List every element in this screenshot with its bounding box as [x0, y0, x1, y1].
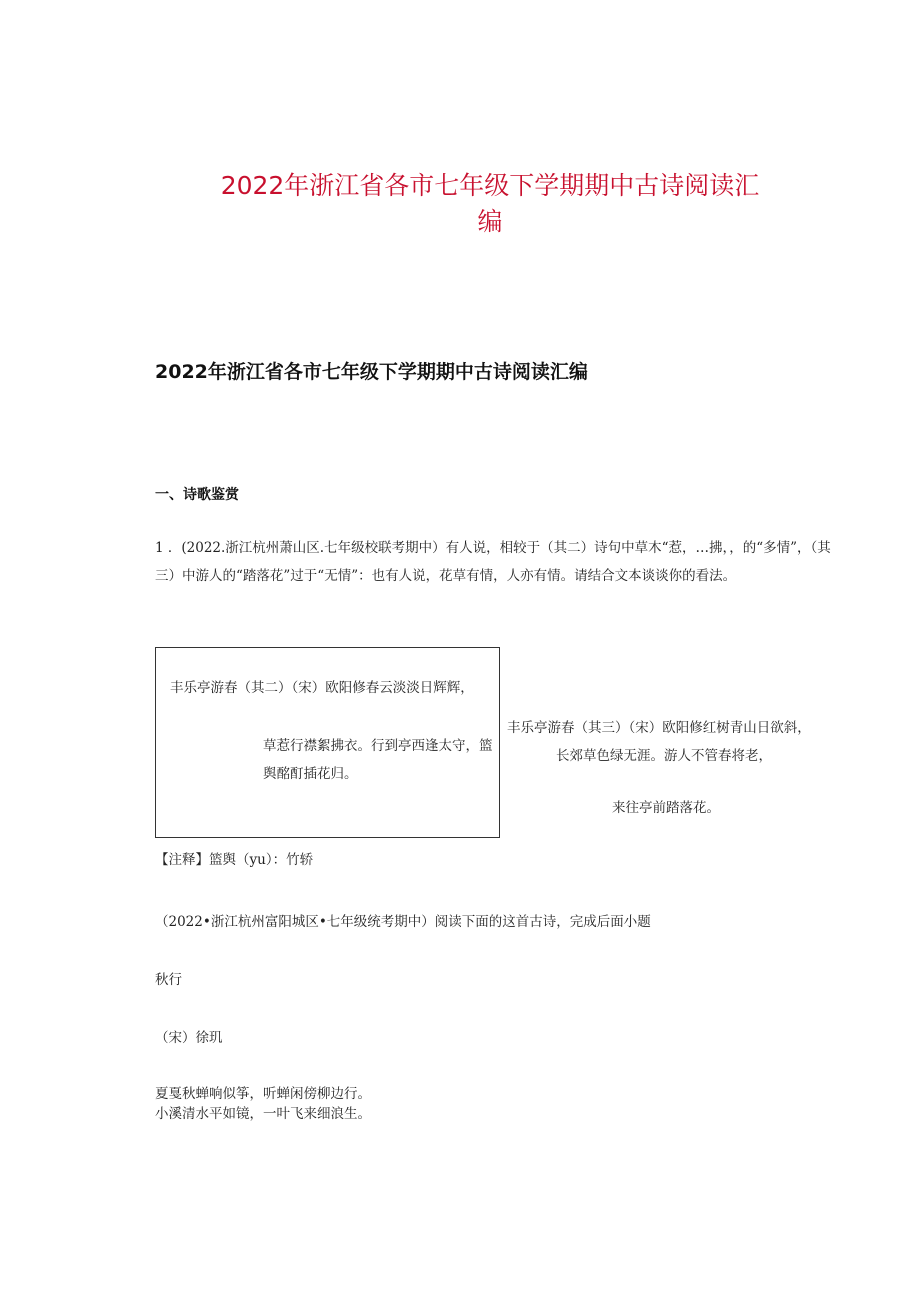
- poem-title: 秋行: [155, 972, 182, 988]
- poem3-line2: 长郊草色绿无涯。游人不管春将老，: [556, 748, 772, 764]
- poem-author: （宋）徐玑: [155, 1030, 223, 1046]
- annotation-note: 【注释】篮舆（yu）：竹轿: [155, 852, 314, 868]
- document-title: [180, 168, 800, 240]
- poem-line-2: 小溪清水平如镜，一叶飞来细浪生。: [155, 1106, 371, 1122]
- document-title-line1: 2022年浙江省各市七年级下学期期中古诗阅读汇: [220, 171, 760, 200]
- poem2-line2: 草惹行襟絮拂衣。行到亭西逢太守，篮舆酩酊插花归。: [263, 738, 493, 782]
- poem2-line1: 丰乐亭游春（其二）（宋）欧阳修春云淡淡日辉辉，: [170, 680, 474, 696]
- poem3-line1: 丰乐亭游春（其三）（宋）欧阳修红树青山日欲斜，: [507, 720, 811, 736]
- poem-line-1: 夏戛秋蝉响似筝，听蝉闲傍柳边行。: [155, 1086, 371, 1102]
- document-subtitle: 2022年浙江省各市七年级下学期期中古诗阅读汇编: [155, 361, 588, 383]
- section-heading: 一、诗歌鉴赏: [155, 487, 239, 503]
- document-title-line2: 编: [477, 207, 503, 236]
- poem3-line3: 来往亭前踏落花。: [612, 800, 720, 816]
- question-2: （2022•浙江杭州富阳城区•七年级统考期中）阅读下面的这首古诗，完成后面小题: [155, 914, 651, 930]
- question-1: 1 ．(2022.浙江杭州萧山区.七年级校联考期中）有人说，相较于（其二）诗句中草木“惹，…拂，，的“多情”，（其三）中游人的“踏落花”过于“无情”：也有人说，花草有情，人亦有情。请结合文本谈谈你的看法。: [155, 540, 831, 584]
